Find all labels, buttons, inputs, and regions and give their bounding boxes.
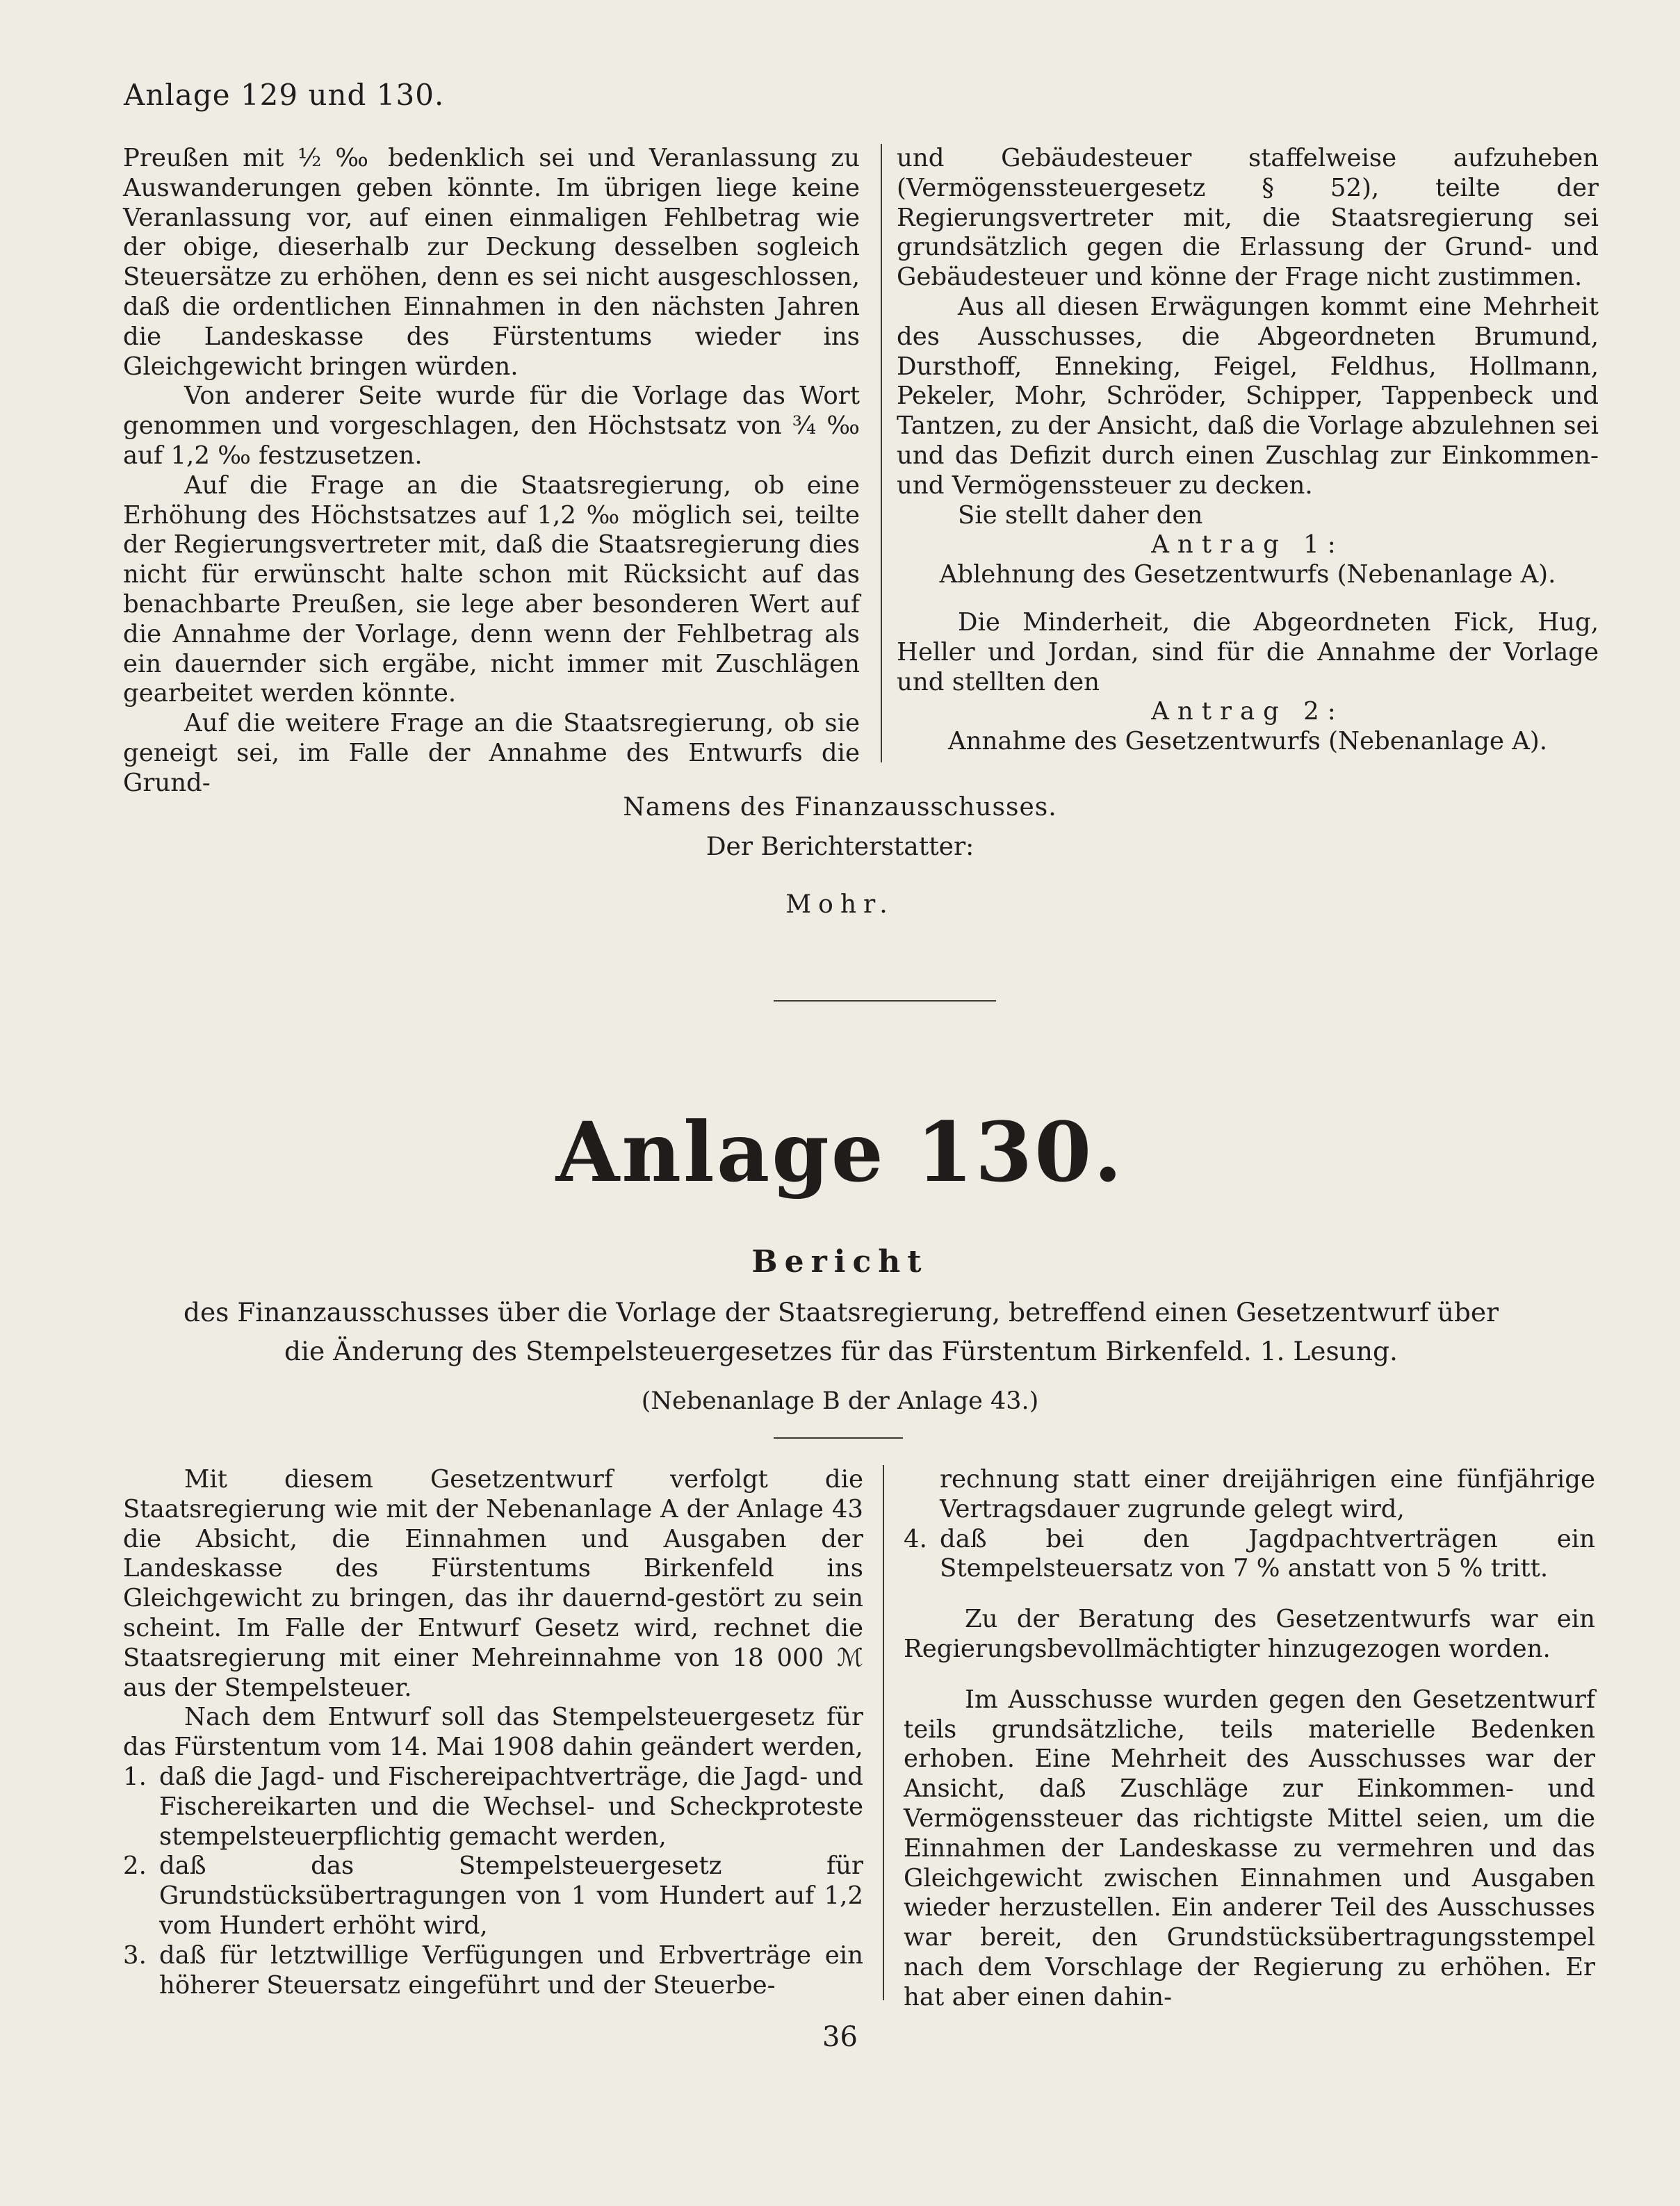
paragraph: Von anderer Seite wurde für die Vorlage das Wort genommen und vorgeschlagen, den Höchstsatz von ¾ ‰ auf 1,2 ‰ festzusetzen.: [123, 382, 860, 470]
bottom-right-column: [904, 1465, 1595, 2013]
signature-role: Der Berichterstatter:: [706, 833, 974, 861]
signature-committee: Namens des Finanzausschusses.: [623, 793, 1057, 822]
title-divider: [774, 1437, 903, 1439]
antrag-2-title: Antrag 2:: [1151, 697, 1344, 726]
paragraph: Zu der Beratung des Gesetzentwurfs war ein Regierungsbevollmächtigter hinzugezogen worden.: [904, 1605, 1595, 1663]
nebenanlage-note: (Nebenanlage B der Anlage 43.): [641, 1387, 1039, 1415]
top-right-column: [897, 144, 1599, 757]
section-divider: [774, 1000, 996, 1002]
list-item-continuation: rechnung statt einer dreijährigen eine fünfjährige Vertragsdauer zugrunde gelegt wird,: [940, 1465, 1595, 1523]
page-header: Anlage 129 und 130.: [124, 78, 445, 112]
column-divider: [881, 144, 882, 762]
bottom-left-column: [123, 1465, 863, 2000]
paragraph: Preußen mit ½ ‰ bedenklich sei und Veranlassung zu Auswanderungen geben könnte. Im übrigen liege keine Veranlassung vor, auf einen einmaligen Fehlbetrag wie der obige, dieserhalb zur Deckung desselben sogleich Steuersätze zu erhöhen, denn es sei nicht ausgeschlossen, daß die ordentlichen Einnahmen in den nächsten Jahren die Landeskasse des Fürstentums wieder ins Gleichgewicht bringen würden.: [123, 144, 860, 381]
paragraph: und Gebäudesteuer staffelweise aufzuheben (Vermögenssteuergesetz § 52), teilte der Regierungsvertreter mit, die Staatsregierung sei grundsätzlich gegen die Erlassung der Grund- und Gebäudesteuer und könne der Frage nicht zustimmen.: [897, 144, 1599, 292]
paragraph: Sie stellt daher den: [958, 500, 1203, 530]
signature-name: Mohr.: [785, 890, 895, 919]
paragraph: Auf die weitere Frage an die Staatsregierung, ob sie geneigt sei, im Falle der Annahme des Entwurfs die Grund-: [123, 709, 860, 797]
antrag-1-title: Antrag 1:: [1151, 530, 1344, 559]
anlage-title: Anlage 130.: [555, 1104, 1125, 1200]
paragraph: Nach dem Entwurf soll das Stempelsteuergesetz für das Fürstentum vom 14. Mai 1908 dahin geändert werden,: [123, 1703, 863, 1762]
paragraph: Aus all diesen Erwägungen kommt eine Mehrheit des Ausschusses, die Abgeordneten Brumund, Dursthoff, Enneking, Feigel, Feldhus, Hollmann, Pekeler, Mohr, Schröder, Schipper, Tappenbeck und Tantzen, zu der Ansicht, daß die Vorlage abzulehnen sei und das Defizit durch einen Zuschlag zur Einkommen- und Vermögenssteuer zu decken.: [897, 292, 1599, 500]
column-divider: [883, 1465, 884, 2000]
list-item: 2. daß das Stempelsteuergesetz für Grundstücksübertragungen von 1 vom Hundert auf 1,2 vom Hundert erhöht wird,: [123, 1852, 863, 1940]
paragraph: Auf die Frage an die Staatsregierung, ob eine Erhöhung des Höchstsatzes auf 1,2 ‰ möglich sei, teilte der Regierungsvertreter mit, daß die Staatsregierung dies nicht für erwünscht halte schon mit Rücksicht auf das benachbarte Preußen, sie lege aber besonderen Wert auf die Annahme der Vorlage, denn wenn der Fehlbetrag als ein dauernder sich ergäbe, nicht immer mit Zuschlägen gearbeitet werden könnte.: [123, 471, 860, 708]
report-subtitle: des Finanzausschusses über die Vorlage der Staatsregierung, betreffend einen Gesetzentwurf über die Änderung des Stempelsteuergesetzes für das Fürstentum Birkenfeld. 1. Lesung.: [183, 1297, 1499, 1366]
list-item: 4. daß bei den Jagdpachtverträgen ein Stempelsteuersatz von 7 % anstatt von 5 % tritt.: [904, 1524, 1595, 1583]
paragraph: Im Ausschusse wurden gegen den Gesetzentwurf teils grundsätzliche, teils materielle Bedenken erhoben. Eine Mehrheit des Ausschusses war der Ansicht, daß Zuschläge zur Einkommen- und Vermögenssteuer das richtigste Mittel seien, um die Einnahmen der Landeskasse zu vermehren und das Gleichgewicht zwischen Einnahmen und Ausgaben wieder herzustellen. Ein anderer Teil des Ausschusses war bereit, den Grundstücksübertragungsstempel nach dem Vorschlage der Regierung zu erhöhen. Er hat aber einen dahin-: [904, 1685, 1595, 2011]
paragraph: Mit diesem Gesetzentwurf verfolgt die Staatsregierung wie mit der Nebenanlage A der Anlage 43 die Absicht, die Einnahmen und Ausgaben der Landeskasse des Fürstentums Birkenfeld ins Gleichgewicht zu bringen, das ihr dauernd-gestört zu sein scheint. Im Falle der Entwurf Gesetz wird, rechnet die Staatsregierung mit einer Mehreinnahme von 18 000 ℳ aus der Stempelsteuer.: [123, 1465, 863, 1702]
bericht-title: Bericht: [751, 1244, 929, 1280]
antrag-2-text: Annahme des Gesetzentwurfs (Nebenanlage A).: [947, 727, 1547, 756]
antrag-1-text: Ablehnung des Gesetzentwurfs (Nebenanlage A).: [939, 560, 1556, 589]
amendment-list-continued: [904, 1525, 1595, 1585]
minority-paragraph: Die Minderheit, die Abgeordneten Fick, Hug, Heller und Jordan, sind für die Annahme der Vorlage und stellten den: [897, 607, 1599, 696]
top-left-column: [123, 144, 860, 799]
page-number: 36: [822, 2021, 858, 2053]
list-item: 1. daß die Jagd- und Fischereipachtverträge, die Jagd- und Fischereikarten und die Wechsel- und Scheckproteste stempelsteuerpflichtig gemacht werden,: [123, 1762, 863, 1851]
list-item: 3. daß für letztwillige Verfügungen und Erbverträge ein höherer Steuersatz eingeführt und der Steuerbe-: [123, 1941, 863, 2000]
amendment-list: [123, 1763, 863, 2000]
